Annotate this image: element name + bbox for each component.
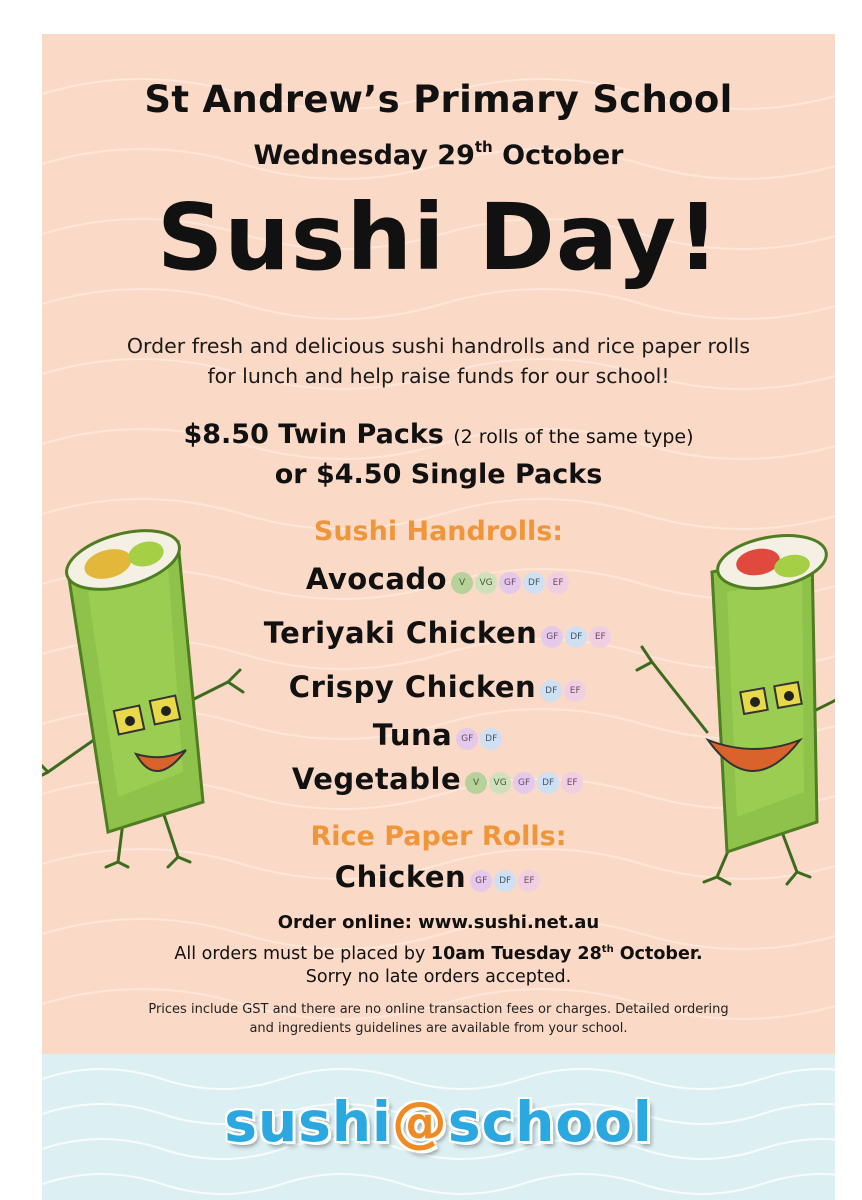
diet-tag: GF: [456, 728, 478, 750]
diet-tag: EF: [547, 572, 569, 594]
diet-tag: VG: [489, 772, 511, 794]
order-deadline: All orders must be placed by 10am Tuesday 28th October.: [174, 944, 703, 964]
headline: Sushi Day!: [156, 184, 721, 291]
diet-tag: EF: [518, 870, 540, 892]
diet-tag: DF: [494, 870, 516, 892]
menu-item: Crispy Chicken DF EF: [42, 670, 835, 706]
twin-pack-price: $8.50 Twin Packs (2 rolls of the same type): [183, 419, 694, 450]
diet-tag: GF: [470, 870, 492, 892]
diet-tag: GF: [513, 772, 535, 794]
handrolls-heading: Sushi Handrolls:: [313, 516, 564, 547]
rice-paper-heading: Rice Paper Rolls:: [310, 821, 567, 852]
diet-tag: VG: [475, 572, 497, 594]
menu-item: Teriyaki Chicken GF DF EF: [42, 616, 835, 652]
diet-tag: EF: [561, 772, 583, 794]
menu-item: Tuna GF DF: [42, 718, 835, 754]
intro-text: Order fresh and delicious sushi handrolls and rice paper rolls for lunch and help raise funds for our school!: [126, 334, 751, 388]
flyer: [42, 34, 835, 1200]
diet-tag: DF: [537, 772, 559, 794]
diet-tag: EF: [589, 626, 611, 648]
diet-tag: DF: [540, 680, 562, 702]
late-orders-note: Sorry no late orders accepted.: [305, 967, 572, 987]
menu-item: Chicken GF DF EF: [42, 860, 835, 896]
diet-tag: V: [465, 772, 487, 794]
single-pack-price: or $4.50 Single Packs: [274, 459, 603, 490]
right-sushi-mascot-illustration: [632, 522, 835, 902]
diet-tag: DF: [480, 728, 502, 750]
diet-tag: GF: [541, 626, 563, 648]
diet-tag: V: [451, 572, 473, 594]
left-sushi-mascot-illustration: [42, 522, 258, 872]
fine-print: Prices include GST and there are no online transaction fees or charges. Detailed ordering and ingredients guidelines are available from your school.: [148, 1002, 729, 1036]
sushi-at-school-logo: sushi@school: [224, 1090, 653, 1154]
menu-item: Vegetable V VG GF DF EF: [42, 762, 835, 798]
event-date: Wednesday 29th October: [253, 138, 624, 171]
diet-tag: DF: [523, 572, 545, 594]
diet-tag: DF: [565, 626, 587, 648]
order-online-link[interactable]: Order online: www.sushi.net.au: [277, 912, 600, 933]
menu-item: Avocado V VG GF DF EF: [42, 562, 835, 598]
diet-tag: GF: [499, 572, 521, 594]
diet-tag: EF: [564, 680, 586, 702]
school-name: St Andrew’s Primary School: [144, 78, 733, 121]
